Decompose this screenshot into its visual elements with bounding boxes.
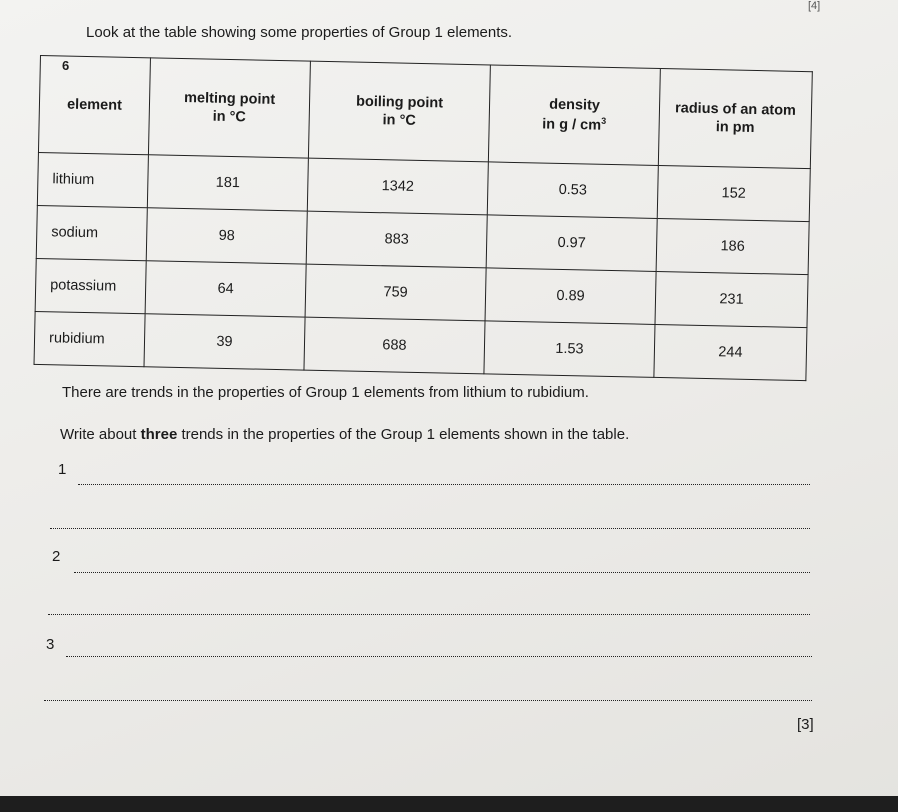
- cell-melting-point: 64: [145, 261, 306, 317]
- question-intro-text: Look at the table showing some properties of Group 1 elements.: [86, 24, 513, 41]
- answer-label-3: 3: [46, 636, 55, 653]
- answer-line-3a[interactable]: [66, 656, 812, 657]
- question-number: 6: [62, 58, 70, 73]
- answer-label-2: 2: [52, 548, 61, 565]
- page-edge-shadow: [0, 796, 898, 812]
- answer-line-2a[interactable]: [74, 572, 810, 573]
- header-melting-point: melting point in °C: [148, 58, 310, 158]
- header-element: element: [38, 56, 150, 155]
- instruction: Write about three trends in the properties of the Group 1 elements shown in the table.: [60, 426, 630, 443]
- cell-melting-point: 181: [147, 155, 308, 211]
- cell-radius: 186: [656, 218, 809, 274]
- properties-table-wrapper: [34, 55, 812, 381]
- cell-element: sodium: [36, 205, 147, 260]
- answer-line-2b[interactable]: [48, 614, 810, 615]
- trend-statement: There are trends in the properties of Group 1 elements from lithium to rubidium.: [62, 384, 589, 401]
- cell-boiling-point: 883: [306, 211, 487, 268]
- table-header-row: [38, 56, 812, 169]
- cell-density: 0.53: [487, 162, 658, 219]
- cell-density: 0.89: [485, 268, 656, 325]
- previous-marks: [4]: [808, 0, 821, 12]
- properties-table: [34, 55, 813, 381]
- cell-radius: 152: [657, 165, 810, 221]
- cell-boiling-point: 688: [304, 317, 485, 374]
- cell-element: lithium: [37, 152, 148, 207]
- header-density: density in g / $cm^3$: [488, 65, 660, 166]
- cell-density: 1.53: [484, 321, 655, 378]
- cell-element: rubidium: [34, 311, 145, 366]
- marks-available: [3]: [797, 716, 814, 733]
- cell-radius: 244: [654, 324, 807, 380]
- answer-label-1: 1: [58, 461, 67, 478]
- header-boiling-point: boiling point in °C: [308, 61, 490, 162]
- cell-radius: 231: [655, 271, 808, 327]
- cell-density: 0.97: [486, 215, 657, 272]
- cell-melting-point: 98: [146, 208, 307, 264]
- answer-line-1b[interactable]: [50, 528, 810, 529]
- cell-melting-point: 39: [144, 314, 305, 370]
- cell-boiling-point: 759: [305, 264, 486, 321]
- answer-line-3b[interactable]: [44, 700, 812, 701]
- header-radius: radius of an atom in pm: [658, 68, 812, 168]
- cell-boiling-point: 1342: [307, 158, 488, 215]
- answer-line-1a[interactable]: [78, 484, 810, 485]
- cell-element: potassium: [35, 258, 146, 313]
